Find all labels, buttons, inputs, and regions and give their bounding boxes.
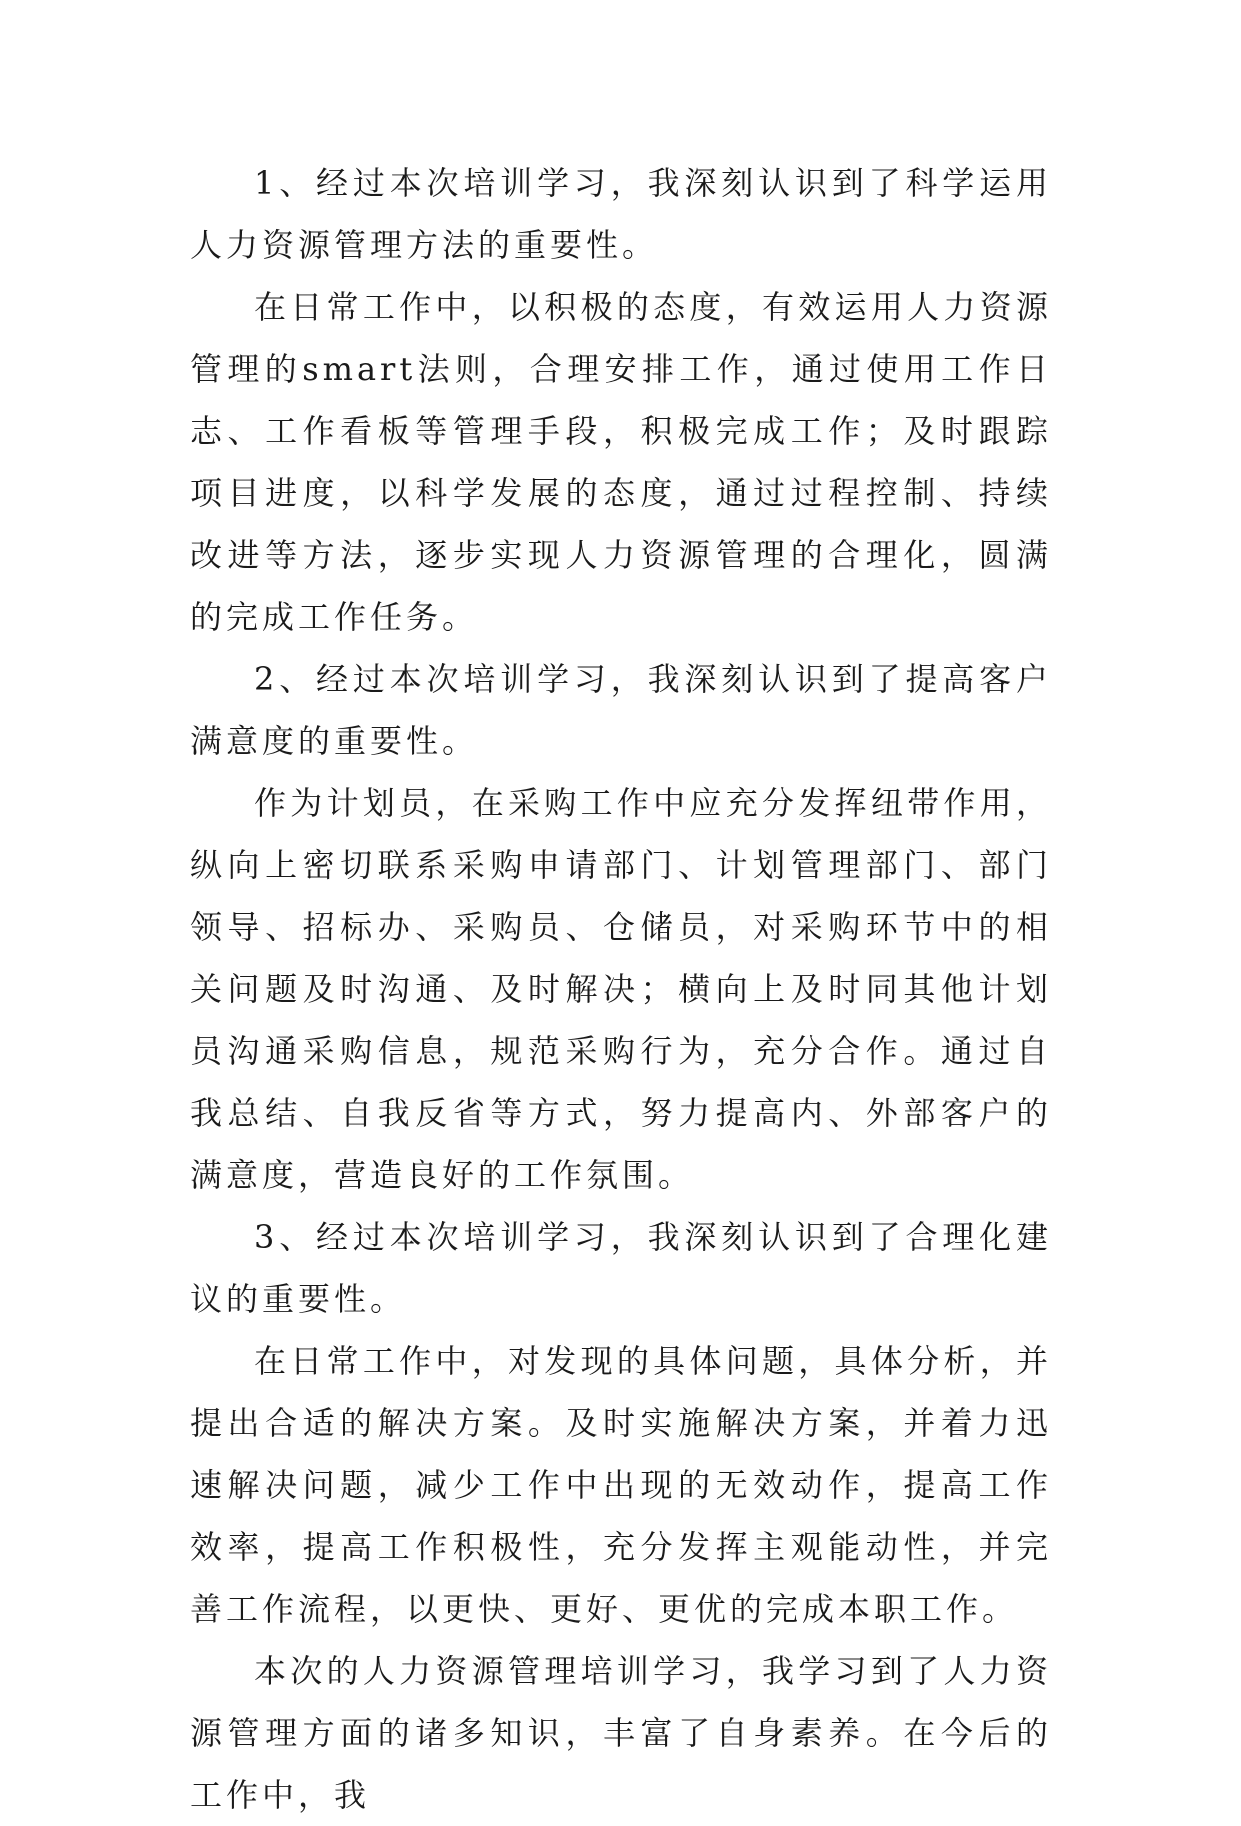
- paragraph-6: 在日常工作中，对发现的具体问题，具体分析，并提出合适的解决方案。及时实施解决方案，并着力迅速解决问题，减少工作中出现的无效动作，提高工作效率，提高工作积极性，充分发挥主观能动性，并完善工作流程，以更快、更好、更优的完成本职工作。: [190, 1342, 1052, 1628]
- paragraph-4: 作为计划员，在采购工作中应充分发挥纽带作用，纵向上密切联系采购申请部门、计划管理部门、部门领导、招标办、采购员、仓储员，对采购环节中的相关问题及时沟通、及时解决；横向上及时同其他计划员沟通采购信息，规范采购行为，充分合作。通过自我总结、自我反省等方式，努力提高内、外部客户的满意度，营造良好的工作氛围。: [190, 784, 1052, 1194]
- paragraph-7: 本次的人力资源管理培训学习，我学习到了人力资源管理方面的诸多知识，丰富了自身素养。在今后的工作中，我: [190, 1652, 1052, 1814]
- document-body: [190, 152, 1052, 1826]
- paragraph-5: 3、经过本次培训学习，我深刻认识到了合理化建议的重要性。: [190, 1218, 1052, 1318]
- paragraph-2: 在日常工作中，以积极的态度，有效运用人力资源管理的smart法则，合理安排工作，通过使用工作日志、工作看板等管理手段，积极完成工作；及时跟踪项目进度，以科学发展的态度，通过过程控制、持续改进等方法，逐步实现人力资源管理的合理化，圆满的完成工作任务。: [190, 288, 1052, 636]
- paragraph-3: 2、经过本次培训学习，我深刻认识到了提高客户满意度的重要性。: [190, 660, 1052, 760]
- paragraph-1: 1、经过本次培训学习，我深刻认识到了科学运用人力资源管理方法的重要性。: [190, 164, 1052, 264]
